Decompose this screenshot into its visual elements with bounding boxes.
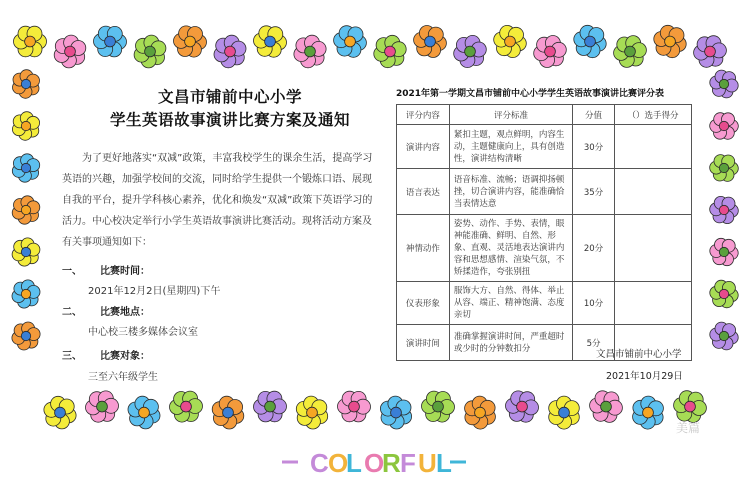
header-points: 分值 [573,105,615,125]
row-points: 10分 [573,282,615,325]
banner-letter: U [418,448,437,478]
row-category: 神情动作 [397,215,450,282]
intro-paragraph: 为了更好地落实“双减”政策，丰富我校学生的课余生活，提高学习英语的兴趣，加强学校间的交流，同时给学生提供一个锻炼口语、展现自我的平台，提升学科核心素养，优化和焕发“双减”政策下英语学习的活力。中心校决定举行小学生英语故事演讲比赛活动。现将活动方案及有关事项通知如下： [62,153,373,248]
banner-letter: O [364,448,385,478]
row-category: 演讲时间 [397,325,450,361]
section-time-value: 2021年12月2日(星期四)下午 [88,286,221,297]
row-category: 演讲内容 [397,125,450,169]
row-criteria: 语音标准、流畅；语调抑扬顿挫，切合演讲内容，能准确恰当表情达意 [449,169,572,215]
signature-date: 2021年10月29日 [606,371,683,382]
section-label: 比赛对象： [100,351,150,362]
row-points: 5分 [573,325,615,361]
signature-school: 文昌市铺前中心小学 [596,349,682,360]
row-points: 35分 [573,169,615,215]
header-score: （）选手得分 [614,105,691,125]
row-points: 30分 [573,125,615,169]
banner-letter: F [400,448,416,478]
section-number: 二、 [62,307,82,318]
row-category: 语言表达 [397,169,450,215]
banner-letter: L [436,448,452,478]
section-label: 比赛地点： [100,307,150,318]
banner-letter: C [310,448,329,478]
row-criteria: 准确掌握演讲时间，严重超时或少时的分钟数扣分 [449,325,572,361]
row-criteria: 姿势、动作、手势、表情，眼神能准确、鲜明、自然、形象、直观、灵活地表达演讲内容和思想感情、渲染气氛，不矫揉造作，夸张别扭 [449,215,572,282]
row-criteria: 服饰大方、自然、得体、举止从容、端正、精神饱满、态度亲切 [449,282,572,325]
banner-letter: L [346,448,362,478]
page-subtitle: 学生英语故事演讲比赛方案及通知 [109,111,350,129]
row-points: 20分 [573,215,615,282]
section-participants-value: 三至六年级学生 [88,372,158,383]
section-number: 一、 [62,266,82,277]
section-label: 比赛时间： [100,266,150,277]
header-criteria: 评分标准 [449,105,572,125]
meipian-watermark: 美篇 [676,421,701,435]
row-criteria: 紧扣主题，观点鲜明，内容生动，主题健康向上，具有创造性，演讲结构清晰 [449,125,572,169]
banner-letter: R [382,448,401,478]
section-number: 三、 [62,351,82,362]
banner-letter: O [328,448,349,478]
row-category: 仪表形象 [397,282,450,325]
scoring-table-title: 2021年第一学期文昌市铺前中心小学学生英语故事演讲比赛评分表 [396,89,665,99]
section-place-value: 中心校三楼多媒体会议室 [88,327,198,338]
page-title: 文昌市铺前中心小学 [157,88,302,106]
header-category: 评分内容 [397,105,450,125]
